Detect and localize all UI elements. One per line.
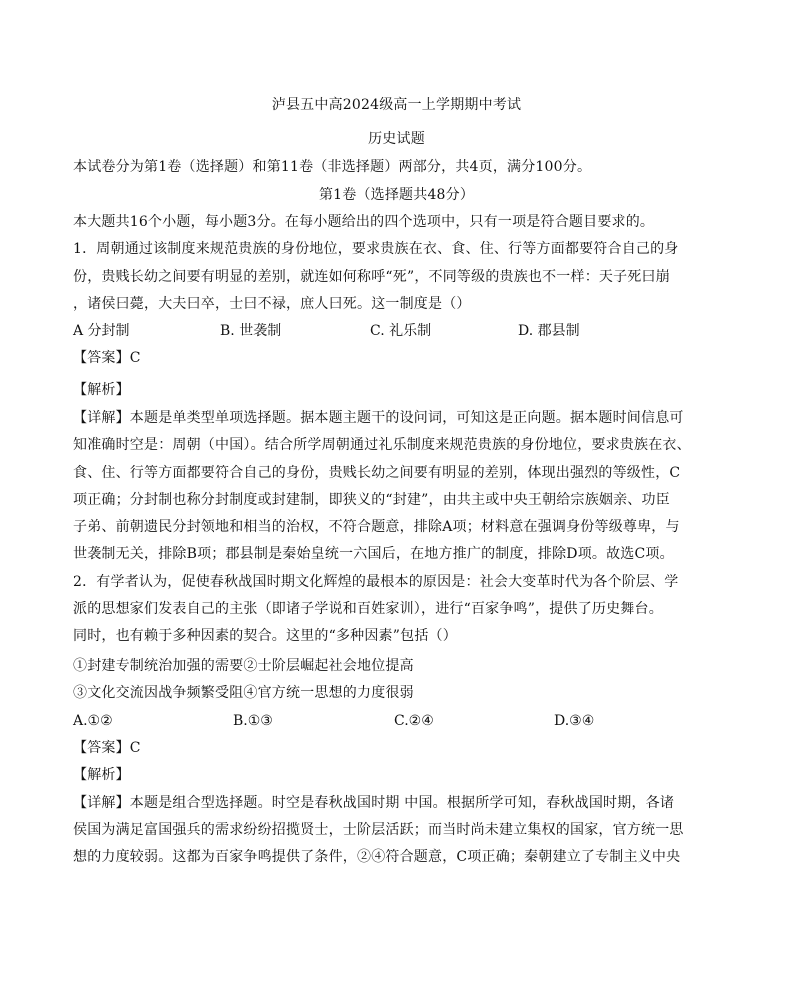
question-2-detail-line-2: 侯国为满足富国强兵的需求纷纷招揽贤士，士阶层活跃；而当时尚未建立集权的国家，官方统一思 xyxy=(73,822,684,838)
question-2-line-1: 2．有学者认为，促使春秋战国时期文化辉煌的最根本的原因是：社会大变革时代为各个阶层、学 xyxy=(73,574,679,590)
question-1-analysis-label: 【解析】 xyxy=(73,382,130,398)
question-1-detail-line-5: 子弟、前朝遗民分封领地和相当的治权，不符合题意，排除A项；材料意在强调身份等级尊卑，与 xyxy=(73,519,680,535)
question-1-line-1: 1．周朝通过该制度来规范贵族的身份地位，要求贵族在衣、食、住、行等方面都要符合自己的身 xyxy=(73,241,679,257)
question-2-detail-line-3: 想的力度较弱。这都为百家争鸣提供了条件，②④符合题意，C项正确；秦朝建立了专制主义中央 xyxy=(73,849,681,865)
question-1-option-c: C. 礼乐制 xyxy=(370,323,432,339)
question-1-detail-line-4: 项正确；分封制也称分封制度或封建制，即狭义的“封建”，由共主或中央王朝给宗族姻亲、功臣 xyxy=(73,492,670,508)
question-1-line-3: ，诸侯曰薨，大夫曰卒，士曰不禄，庶人曰死。这一制度是（） xyxy=(73,296,471,312)
question-2-analysis-label: 【解析】 xyxy=(73,767,130,783)
question-1-option-d: D. 郡县制 xyxy=(518,323,580,339)
question-2-item-line-1: ①封建专制统治加强的需要②士阶层崛起社会地位提高 xyxy=(73,658,414,674)
question-1-detail-line-3: 食、住、行等方面都要符合自己的身份，贵贱长幼之间要有明显的差别，体现出强烈的等级性，C xyxy=(73,465,681,481)
exam-intro: 本试卷分为第1卷（选择题）和第11卷（非选择题）两部分，共4页，满分100分。 xyxy=(73,159,592,175)
question-2-option-c: C.②④ xyxy=(394,713,434,729)
question-2-option-d: D.③④ xyxy=(554,713,595,729)
question-2-option-b: B.①③ xyxy=(233,713,273,729)
question-1-detail-line-1: 【详解】本题是单类型单项选择题。据本题主题干的设问词，可知这是正向题。据本题时间信息可 xyxy=(73,410,684,426)
question-2-detail-line-1: 【详解】本题是组合型选择题。时空是春秋战国时期 中国。根据所学可知，春秋战国时期，各诸 xyxy=(73,795,675,811)
question-1-detail-line-2: 知准确时空是：周朝（中国）。结合所学周朝通过礼乐制度来规范贵族的身份地位，要求贵族在衣、 xyxy=(73,437,691,453)
question-2-option-a: A.①② xyxy=(73,713,113,729)
section-description: 本大题共16个小题，每小题3分。在每小题给出的四个选项中，只有一项是符合题目要求的。 xyxy=(73,214,655,230)
question-1-answer: 【答案】C xyxy=(73,350,141,366)
question-2-answer: 【答案】C xyxy=(73,740,141,756)
exam-subject: 历史试题 xyxy=(368,131,425,147)
exam-title: 泸县五中高2024级高一上学期期中考试 xyxy=(271,97,522,113)
question-2-line-3: 同时，也有赖于多种因素的契合。这里的“多种因素”包括（） xyxy=(73,628,457,644)
question-1-detail-line-6: 世袭制无关，排除B项；郡县制是秦始皇统一六国后，在地方推广的制度，排除D项。故选C项。 xyxy=(73,546,674,562)
question-1-option-a: A 分封制 xyxy=(73,323,130,339)
question-2-line-2: 派的思想家们发表自己的主张（即诸子学说和百姓家训），进行“百家争鸣”，提供了历史舞台。 xyxy=(73,601,663,617)
question-1-option-b: B. 世袭制 xyxy=(220,323,282,339)
section-title: 第1卷（选择题共48分） xyxy=(318,187,475,203)
question-1-line-2: 份，贵贱长幼之间要有明显的差别，就连如何称呼“死”，不同等级的贵族也不一样：天子死曰崩 xyxy=(73,269,670,285)
question-2-item-line-2: ③文化交流因战争频繁受阻④官方统一思想的力度很弱 xyxy=(73,685,414,701)
